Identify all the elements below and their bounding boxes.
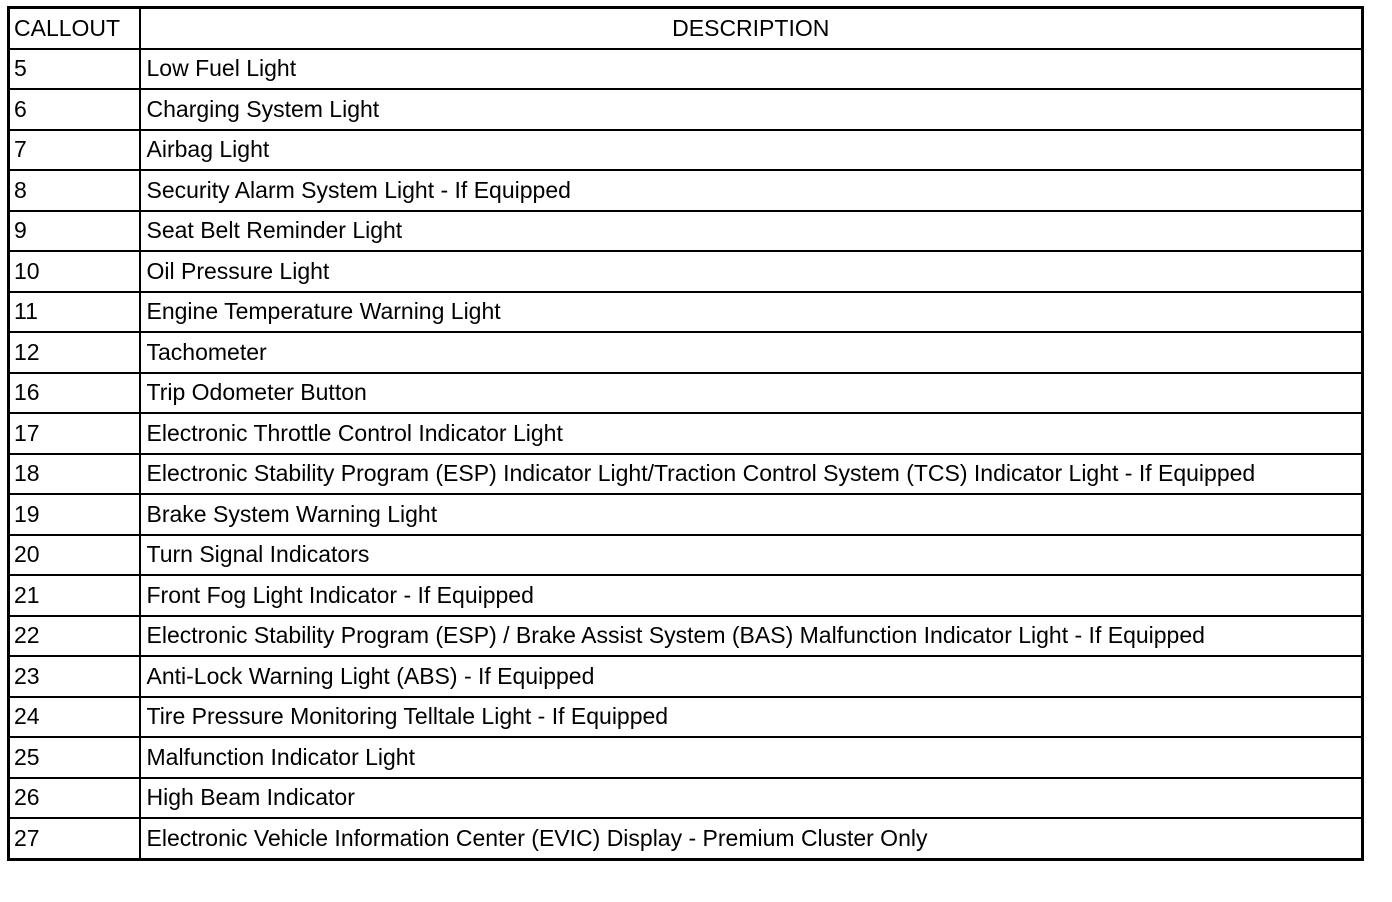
description-cell: Tachometer	[140, 332, 1363, 373]
callout-cell: 6	[9, 89, 140, 130]
callout-cell: 18	[9, 454, 140, 495]
table-row	[9, 616, 1363, 657]
callout-cell: 8	[9, 170, 140, 211]
description-cell: High Beam Indicator	[140, 778, 1363, 819]
table-row	[9, 332, 1363, 373]
table-row	[9, 251, 1363, 292]
table-row	[9, 697, 1363, 738]
table-row	[9, 373, 1363, 414]
description-cell: Turn Signal Indicators	[140, 535, 1363, 576]
callout-cell: 11	[9, 292, 140, 333]
callout-cell: 25	[9, 737, 140, 778]
description-cell: Electronic Throttle Control Indicator Light	[140, 413, 1363, 454]
description-cell: Front Fog Light Indicator - If Equipped	[140, 575, 1363, 616]
callout-table	[7, 6, 1364, 861]
callout-cell: 27	[9, 818, 140, 859]
description-cell: Malfunction Indicator Light	[140, 737, 1363, 778]
callout-cell: 23	[9, 656, 140, 697]
description-cell: Seat Belt Reminder Light	[140, 211, 1363, 252]
description-cell: Electronic Stability Program (ESP) Indicator Light/Traction Control System (TCS) Indicator Light - If Equipped	[140, 454, 1363, 495]
table-row	[9, 737, 1363, 778]
callout-column-header: CALLOUT	[9, 8, 140, 49]
description-cell: Electronic Stability Program (ESP) / Brake Assist System (BAS) Malfunction Indicator Light - If Equipped	[140, 616, 1363, 657]
description-column-header: DESCRIPTION	[140, 8, 1363, 49]
table-row	[9, 454, 1363, 495]
callout-cell: 19	[9, 494, 140, 535]
description-cell: Trip Odometer Button	[140, 373, 1363, 414]
table-row	[9, 413, 1363, 454]
callout-cell: 9	[9, 211, 140, 252]
table-row	[9, 170, 1363, 211]
table-row	[9, 211, 1363, 252]
table-row	[9, 130, 1363, 171]
table-body	[9, 49, 1363, 860]
callout-cell: 21	[9, 575, 140, 616]
table-header	[9, 8, 1363, 49]
description-cell: Anti-Lock Warning Light (ABS) - If Equipped	[140, 656, 1363, 697]
table-row	[9, 49, 1363, 90]
description-cell: Airbag Light	[140, 130, 1363, 171]
callout-cell: 24	[9, 697, 140, 738]
description-cell: Charging System Light	[140, 89, 1363, 130]
description-cell: Engine Temperature Warning Light	[140, 292, 1363, 333]
callout-cell: 10	[9, 251, 140, 292]
table-row	[9, 292, 1363, 333]
callout-cell: 12	[9, 332, 140, 373]
callout-cell: 17	[9, 413, 140, 454]
description-cell: Security Alarm System Light - If Equipped	[140, 170, 1363, 211]
table-row	[9, 535, 1363, 576]
table-row	[9, 494, 1363, 535]
description-cell: Electronic Vehicle Information Center (EVIC) Display - Premium Cluster Only	[140, 818, 1363, 859]
description-cell: Low Fuel Light	[140, 49, 1363, 90]
callout-cell: 5	[9, 49, 140, 90]
callout-cell: 16	[9, 373, 140, 414]
description-cell: Brake System Warning Light	[140, 494, 1363, 535]
header-row	[9, 8, 1363, 49]
table-row	[9, 89, 1363, 130]
callout-cell: 22	[9, 616, 140, 657]
table-row	[9, 656, 1363, 697]
table-row	[9, 575, 1363, 616]
description-cell: Tire Pressure Monitoring Telltale Light - If Equipped	[140, 697, 1363, 738]
table-row	[9, 818, 1363, 859]
table-row	[9, 778, 1363, 819]
callout-cell: 7	[9, 130, 140, 171]
callout-cell: 20	[9, 535, 140, 576]
callout-cell: 26	[9, 778, 140, 819]
description-cell: Oil Pressure Light	[140, 251, 1363, 292]
